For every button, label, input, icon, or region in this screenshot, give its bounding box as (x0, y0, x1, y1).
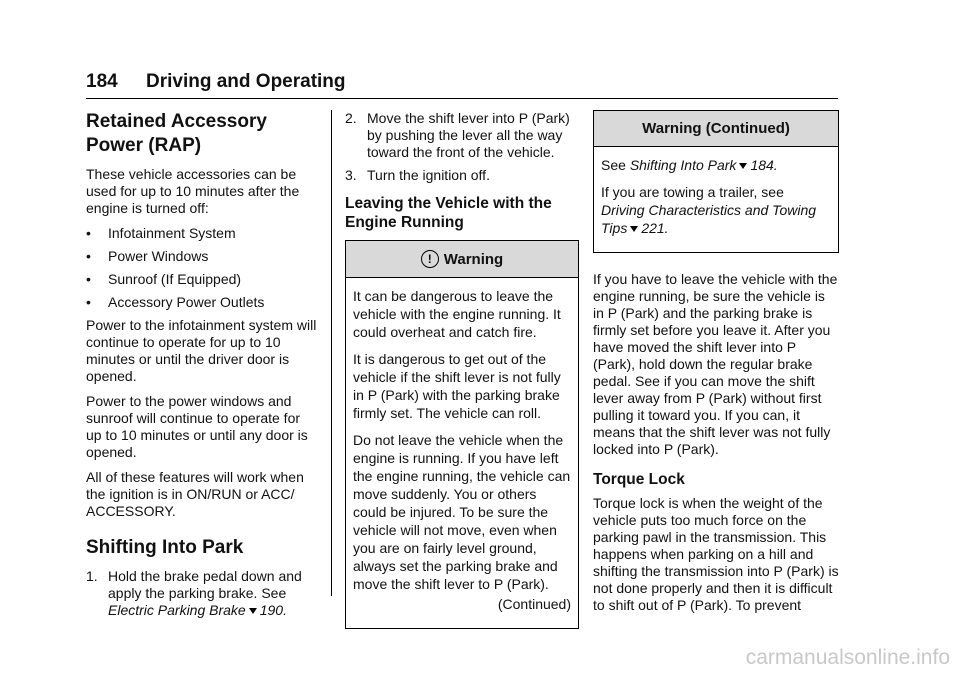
bullet-text: Accessory Power Outlets (108, 294, 265, 310)
cross-ref-page[interactable]: 190. (259, 602, 287, 618)
bullet-mark: • (86, 225, 91, 241)
watermark: carmanualsonline.info (745, 646, 950, 669)
page-ref-arrow-icon (630, 226, 638, 232)
leaving-vehicle-heading: Leaving the Vehicle with the Engine Running (345, 195, 552, 231)
cross-ref-link[interactable]: Shifting Into Park (629, 157, 737, 173)
warning-para (601, 183, 831, 237)
step-text: Move the shift lever into P (Park) by pushing the lever all the way toward the front of the vehicle. (367, 110, 570, 160)
leaving-para: If you have to leave the vehicle with the engine running, be sure the vehicle is in P (Park) and the parking brake is firmly set before you leave it. After you have moved the shift lever into P (Park), hold down the regular brake pedal. See if you can move the shift lever away from P (Park) without first pulling it toward you. If you can, it means that the shift lever was not fully locked into P (Park). (593, 271, 838, 457)
column-middle (345, 110, 579, 629)
cross-ref-link[interactable]: Electric Parking Brake (108, 602, 246, 618)
warning-body (346, 278, 578, 628)
warning-para: It can be dangerous to leave the vehicle with the engine running. It could overheat and catch fire. (353, 288, 561, 340)
bullet-text: Infotainment System (108, 225, 236, 241)
bullet-text: Power Windows (108, 248, 209, 264)
warning-icon: ! (421, 250, 439, 268)
rap-para-ignition: All of these features will work when the ignition is in ON/RUN or ACC/ ACCESSORY. (86, 469, 304, 519)
warning-para: It is dangerous to get out of the vehicle if the shift lever is not fully in P (Park) with the parking brake firmly set. The vehicle can roll. (353, 351, 561, 421)
rap-intro: These vehicle accessories can be used for up to 10 minutes after the engine is turned off: (86, 166, 300, 216)
page-header (86, 71, 838, 99)
step-number: 1. (86, 568, 98, 584)
column-divider (331, 110, 332, 596)
cross-ref-link[interactable]: Driving Characteristics and Towing Tips (601, 202, 817, 236)
bullet-mark: • (86, 248, 91, 264)
bullet-item (86, 294, 318, 311)
cross-ref-page[interactable]: 184. (750, 157, 778, 173)
torque-lock-para: Torque lock is when the weight of the vehicle puts too much force on the parking pawl in the transmission. This happens when parking on a hill and shifting the transmission into P (Park) is not done properly and then it is difficult to shift out of P (Park). To prevent (593, 495, 839, 613)
chapter-title: Driving and Operating (146, 71, 346, 92)
step-number: 2. (345, 110, 357, 126)
bullet-text: Sunroof (If Equipped) (108, 271, 242, 287)
shifting-heading: Shifting Into Park (86, 537, 244, 558)
warning-header: Warning (Continued) (594, 111, 838, 147)
rap-heading: Retained Accessory Power (RAP) (86, 111, 267, 156)
step-item (345, 110, 579, 161)
step-item (86, 568, 318, 619)
warning-para: Do not leave the vehicle when the engine is running. If you have left the engine running, the vehicle can move suddenly. You or others could be injured. To be sure the vehicle will not move, even when you are on fairly level ground, always set the parking brake and move the shift lever to P (Park). (353, 432, 571, 592)
cross-ref-page[interactable]: 221. (641, 220, 669, 236)
torque-lock-heading: Torque Lock (593, 471, 685, 488)
column-left (86, 110, 318, 625)
step-text: Hold the brake pedal down and apply the parking brake. See (108, 568, 302, 601)
page-ref-arrow-icon (249, 608, 257, 614)
warning-para (601, 156, 831, 174)
header-rule (86, 98, 838, 99)
step-item (345, 167, 579, 184)
see-label: See (601, 157, 626, 173)
warning-title: Warning (443, 251, 504, 268)
bullet-item (86, 225, 318, 242)
step-number: 3. (345, 167, 357, 183)
warning-box (345, 240, 579, 629)
rap-para-infotainment: Power to the infotainment system will continue to operate for up to 10 minutes or until the driver door is opened. (86, 317, 317, 384)
column-right (593, 110, 839, 622)
bullet-mark: • (86, 294, 91, 310)
warning-box-continued (593, 110, 839, 253)
bullet-mark: • (86, 271, 91, 287)
page-number: 184 (86, 71, 118, 92)
tow-text: If you are towing a trailer, see (601, 184, 784, 200)
bullet-item (86, 248, 318, 265)
bullet-item (86, 271, 318, 288)
warning-body (594, 147, 838, 252)
continued-label: (Continued) (497, 596, 571, 612)
step-text: Turn the ignition off. (367, 167, 490, 183)
rap-para-windows: Power to the power windows and sunroof will continue to operate for up to 10 minutes or until any door is opened. (86, 393, 308, 460)
page-ref-arrow-icon (739, 163, 747, 169)
warning-header (346, 241, 578, 278)
